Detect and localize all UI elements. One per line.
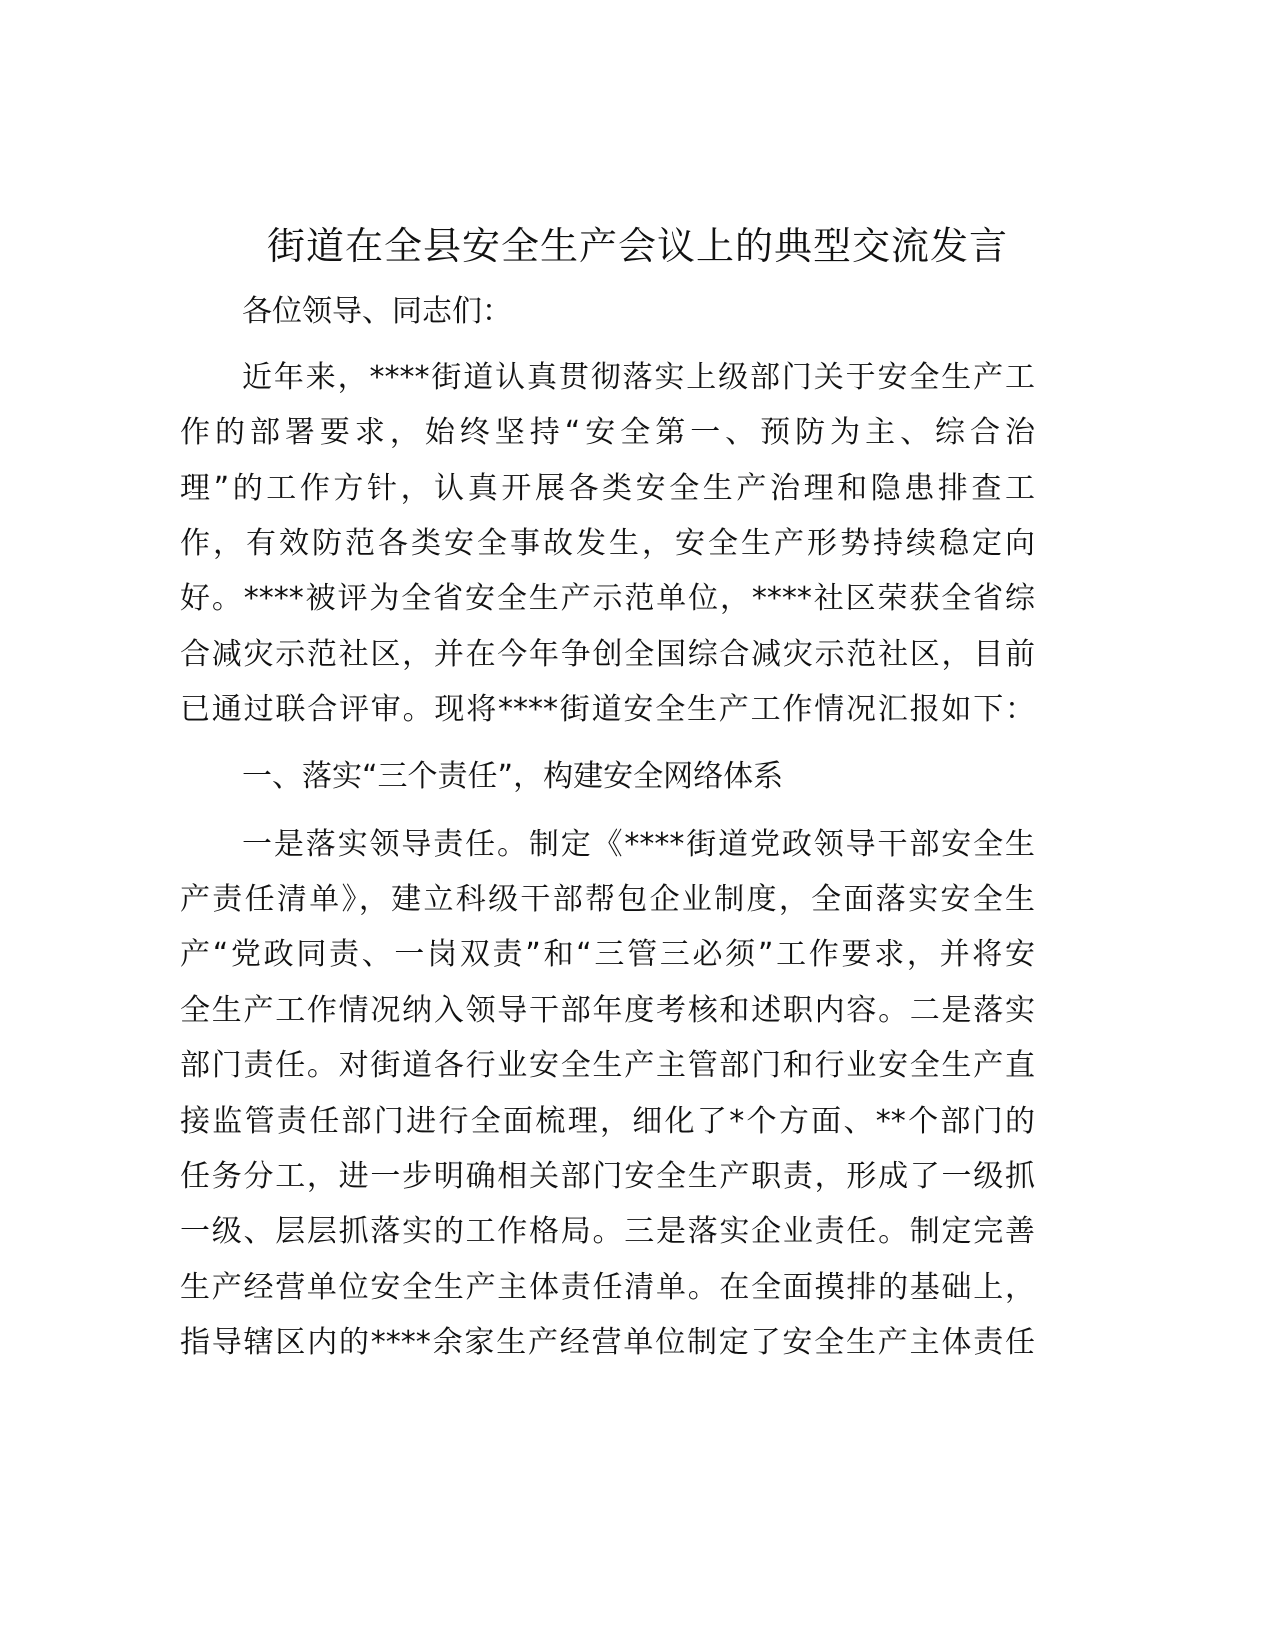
paragraph-line: 一级、层层抓落实的工作格局。三是落实企业责任。制定完善	[180, 1214, 1035, 1249]
document-title: 街道在全县安全生产会议上的典型交流发言	[266, 224, 1008, 268]
paragraph-line: 合减灾示范社区，并在今年争创全国综合减灾示范社区，目前	[180, 637, 1035, 672]
paragraph-line: 指导辖区内的****余家生产经营单位制定了安全生产主体责任	[180, 1325, 1035, 1360]
paragraph-line: 已通过联合评审。现将****街道安全生产工作情况汇报如下：	[180, 692, 1035, 727]
paragraph-line: 一是落实领导责任。制定《****街道党政领导干部安全生	[242, 827, 1035, 862]
paragraph-line: 作的部署要求，始终坚持“安全第一、预防为主、综合治	[180, 415, 1035, 450]
paragraph-line: 好。****被评为全省安全生产示范单位，****社区荣获全省综	[180, 581, 1035, 616]
paragraph-line: 任务分工，进一步明确相关部门安全生产职责，形成了一级抓	[180, 1159, 1035, 1194]
paragraph-line: 生产经营单位安全生产主体责任清单。在全面摸排的基础上，	[180, 1270, 1035, 1305]
paragraph-line: 部门责任。对街道各行业安全生产主管部门和行业安全生产直	[180, 1048, 1035, 1083]
paragraph-line: 接监管责任部门进行全面梳理，细化了*个方面、**个部门的	[180, 1104, 1035, 1139]
section-heading: 一、落实“三个责任”，构建安全网络体系	[242, 759, 784, 794]
paragraph-line: 产责任清单》，建立科级干部帮包企业制度，全面落实安全生	[180, 882, 1035, 917]
paragraph-line: 近年来，****街道认真贯彻落实上级部门关于安全生产工	[242, 360, 1035, 395]
paragraph-line: 理”的工作方针，认真开展各类安全生产治理和隐患排查工	[180, 471, 1035, 506]
paragraph-line: 全生产工作情况纳入领导干部年度考核和述职内容。二是落实	[180, 993, 1035, 1028]
paragraph-line: 作，有效防范各类安全事故发生，安全生产形势持续稳定向	[180, 526, 1035, 561]
greeting: 各位领导、同志们：	[242, 294, 512, 329]
paragraph-line: 产“党政同责、一岗双责”和“三管三必须”工作要求，并将安	[180, 937, 1035, 972]
